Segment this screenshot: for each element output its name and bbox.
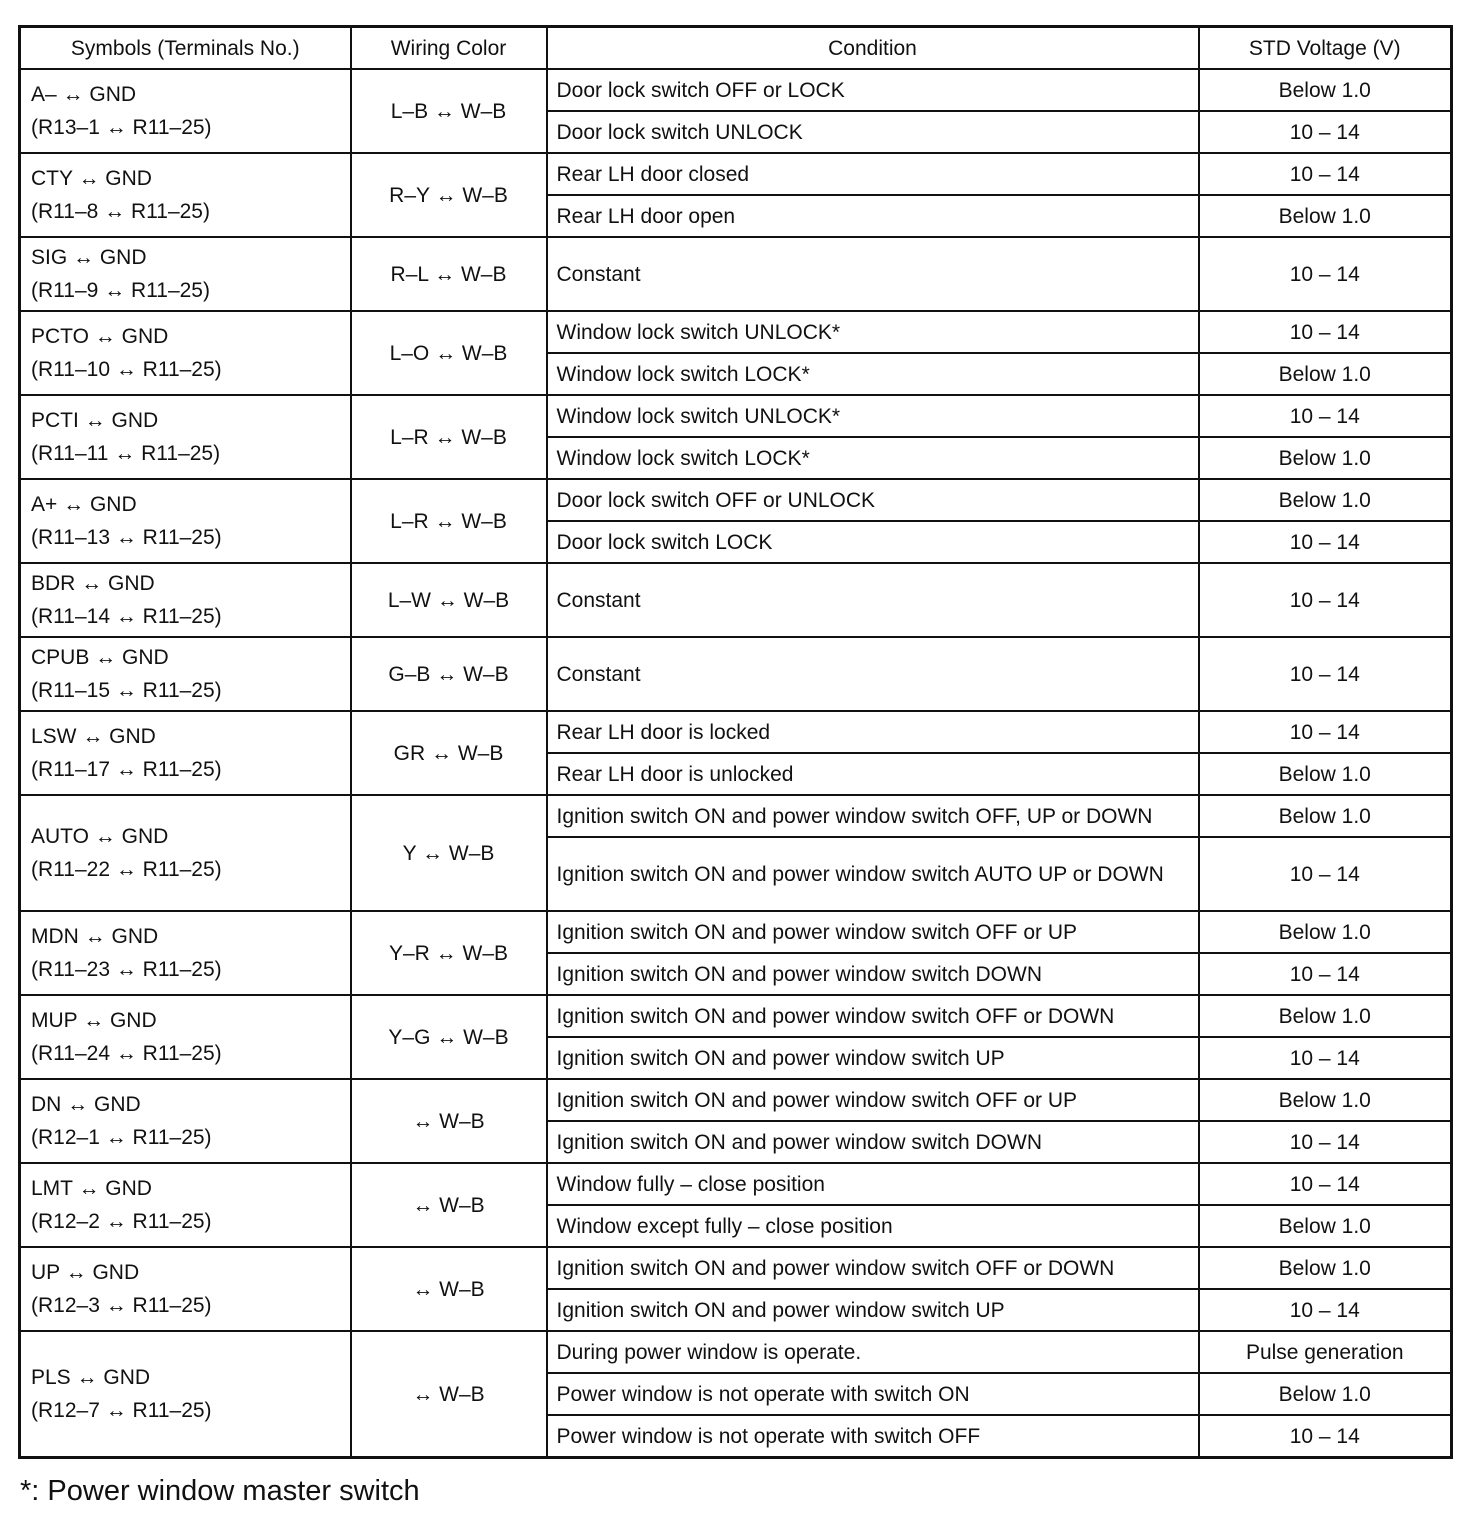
terminal-numbers: (R11–9 ↔ R11–25) <box>31 279 210 302</box>
std-voltage-cell: Below 1.0 <box>1199 795 1452 837</box>
std-voltage-cell: Below 1.0 <box>1199 1373 1452 1415</box>
terminal-numbers: (R12–3 ↔ R11–25) <box>31 1294 212 1317</box>
condition-cell: Window lock switch LOCK* <box>547 353 1199 395</box>
condition-cell: Ignition switch ON and power window switch OFF or DOWN <box>547 995 1199 1037</box>
header-condition: Condition <box>547 27 1199 70</box>
terminal-symbol: A+ ↔ GND <box>31 493 137 516</box>
table-row <box>20 563 1452 637</box>
std-voltage-cell: 10 – 14 <box>1199 837 1452 911</box>
footnote: *: Power window master switch <box>20 1475 420 1507</box>
condition-cell: During power window is operate. <box>547 1331 1199 1373</box>
wiring-color-cell: ↔ W–B <box>351 1163 547 1247</box>
terminal-symbol: UP ↔ GND <box>31 1261 140 1284</box>
condition-cell: Window lock switch LOCK* <box>547 437 1199 479</box>
terminal-numbers: (R12–1 ↔ R11–25) <box>31 1126 212 1149</box>
terminal-symbol: AUTO ↔ GND <box>31 825 169 848</box>
condition-cell: Ignition switch ON and power window switch OFF or DOWN <box>547 1247 1199 1289</box>
wiring-color-cell: L–O ↔ W–B <box>351 311 547 395</box>
condition-cell: Door lock switch UNLOCK <box>547 111 1199 153</box>
symbol-cell <box>20 395 351 479</box>
wiring-color-cell: L–B ↔ W–B <box>351 69 547 153</box>
table-header-row <box>20 27 1452 70</box>
std-voltage-cell: 10 – 14 <box>1199 1037 1452 1079</box>
condition-cell: Door lock switch OFF or UNLOCK <box>547 479 1199 521</box>
symbol-cell <box>20 1079 351 1163</box>
std-voltage-cell: Below 1.0 <box>1199 437 1452 479</box>
header-wiring-color: Wiring Color <box>351 27 547 70</box>
condition-cell: Ignition switch ON and power window switch DOWN <box>547 1121 1199 1163</box>
std-voltage-cell: Below 1.0 <box>1199 753 1452 795</box>
wiring-color-cell: Y–G ↔ W–B <box>351 995 547 1079</box>
terminal-symbol: PLS ↔ GND <box>31 1366 151 1389</box>
header-std-voltage: STD Voltage (V) <box>1199 27 1452 70</box>
table-body <box>20 69 1452 1458</box>
terminal-symbol: CPUB ↔ GND <box>31 646 169 669</box>
condition-cell: Ignition switch ON and power window switch AUTO UP or DOWN <box>547 837 1199 911</box>
std-voltage-cell: Below 1.0 <box>1199 1247 1452 1289</box>
std-voltage-cell: 10 – 14 <box>1199 1289 1452 1331</box>
terminal-symbol: DN ↔ GND <box>31 1093 141 1116</box>
wiring-color-cell: Y ↔ W–B <box>351 795 547 911</box>
wiring-color-cell: G–B ↔ W–B <box>351 637 547 711</box>
terminal-numbers: (R11–10 ↔ R11–25) <box>31 358 222 381</box>
terminal-symbol: LMT ↔ GND <box>31 1177 152 1200</box>
wiring-color-cell: R–Y ↔ W–B <box>351 153 547 237</box>
condition-cell: Door lock switch OFF or LOCK <box>547 69 1199 111</box>
std-voltage-cell: Below 1.0 <box>1199 69 1452 111</box>
terminal-symbol: LSW ↔ GND <box>31 725 156 748</box>
terminal-numbers: (R12–2 ↔ R11–25) <box>31 1210 212 1233</box>
std-voltage-cell: Below 1.0 <box>1199 479 1452 521</box>
terminal-numbers: (R11–15 ↔ R11–25) <box>31 679 222 702</box>
symbol-cell <box>20 1331 351 1458</box>
terminal-voltage-table <box>18 25 1453 1459</box>
condition-cell: Power window is not operate with switch ON <box>547 1373 1199 1415</box>
condition-cell: Ignition switch ON and power window switch OFF or UP <box>547 911 1199 953</box>
table-row <box>20 995 1452 1037</box>
std-voltage-cell: 10 – 14 <box>1199 1121 1452 1163</box>
table-row <box>20 637 1452 711</box>
std-voltage-cell: 10 – 14 <box>1199 395 1452 437</box>
condition-cell: Constant <box>547 237 1199 311</box>
table-row <box>20 153 1452 195</box>
table-row <box>20 237 1452 311</box>
table-row <box>20 1163 1452 1205</box>
terminal-symbol: SIG ↔ GND <box>31 246 147 269</box>
condition-cell: Constant <box>547 637 1199 711</box>
condition-cell: Ignition switch ON and power window switch DOWN <box>547 953 1199 995</box>
condition-cell: Power window is not operate with switch OFF <box>547 1415 1199 1458</box>
table-row <box>20 311 1452 353</box>
symbol-cell <box>20 1247 351 1331</box>
terminal-numbers: (R11–14 ↔ R11–25) <box>31 605 222 628</box>
condition-cell: Window fully – close position <box>547 1163 1199 1205</box>
symbol-cell <box>20 711 351 795</box>
std-voltage-cell: 10 – 14 <box>1199 521 1452 563</box>
terminal-symbol: PCTI ↔ GND <box>31 409 159 432</box>
terminal-symbol: MUP ↔ GND <box>31 1009 157 1032</box>
table-row <box>20 711 1452 753</box>
terminal-symbol: A– ↔ GND <box>31 83 137 106</box>
std-voltage-cell: 10 – 14 <box>1199 237 1452 311</box>
std-voltage-cell: Below 1.0 <box>1199 911 1452 953</box>
wiring-color-cell: Y–R ↔ W–B <box>351 911 547 995</box>
std-voltage-cell: 10 – 14 <box>1199 1163 1452 1205</box>
terminal-numbers: (R11–24 ↔ R11–25) <box>31 1042 222 1065</box>
condition-cell: Ignition switch ON and power window switch OFF, UP or DOWN <box>547 795 1199 837</box>
symbol-cell <box>20 995 351 1079</box>
condition-cell: Ignition switch ON and power window switch OFF or UP <box>547 1079 1199 1121</box>
std-voltage-cell: 10 – 14 <box>1199 153 1452 195</box>
condition-cell: Rear LH door open <box>547 195 1199 237</box>
symbol-cell <box>20 311 351 395</box>
std-voltage-cell: 10 – 14 <box>1199 1415 1452 1458</box>
terminal-symbol: CTY ↔ GND <box>31 167 152 190</box>
condition-cell: Door lock switch LOCK <box>547 521 1199 563</box>
condition-cell: Rear LH door is locked <box>547 711 1199 753</box>
std-voltage-cell: 10 – 14 <box>1199 111 1452 153</box>
table-row <box>20 69 1452 111</box>
terminal-symbol: PCTO ↔ GND <box>31 325 169 348</box>
condition-cell: Window lock switch UNLOCK* <box>547 395 1199 437</box>
symbol-cell <box>20 153 351 237</box>
terminal-numbers: (R11–13 ↔ R11–25) <box>31 526 222 549</box>
std-voltage-cell: 10 – 14 <box>1199 953 1452 995</box>
terminal-numbers: (R11–17 ↔ R11–25) <box>31 758 222 781</box>
symbol-cell <box>20 237 351 311</box>
std-voltage-cell: Below 1.0 <box>1199 195 1452 237</box>
table-row <box>20 1331 1452 1373</box>
std-voltage-cell: 10 – 14 <box>1199 563 1452 637</box>
wiring-color-cell: ↔ W–B <box>351 1079 547 1163</box>
condition-cell: Rear LH door is unlocked <box>547 753 1199 795</box>
table-row <box>20 795 1452 837</box>
terminal-numbers: (R11–8 ↔ R11–25) <box>31 200 210 223</box>
condition-cell: Window lock switch UNLOCK* <box>547 311 1199 353</box>
table-row <box>20 1247 1452 1289</box>
std-voltage-cell: Below 1.0 <box>1199 353 1452 395</box>
std-voltage-cell: 10 – 14 <box>1199 637 1452 711</box>
wiring-color-cell: L–W ↔ W–B <box>351 563 547 637</box>
wiring-color-cell: ↔ W–B <box>351 1247 547 1331</box>
symbol-cell <box>20 563 351 637</box>
wiring-color-cell: L–R ↔ W–B <box>351 479 547 563</box>
std-voltage-cell: Pulse generation <box>1199 1331 1452 1373</box>
symbol-cell <box>20 911 351 995</box>
condition-cell: Rear LH door closed <box>547 153 1199 195</box>
std-voltage-cell: Below 1.0 <box>1199 1079 1452 1121</box>
table-row <box>20 479 1452 521</box>
std-voltage-cell: 10 – 14 <box>1199 711 1452 753</box>
terminal-symbol: BDR ↔ GND <box>31 572 155 595</box>
terminal-numbers: (R12–7 ↔ R11–25) <box>31 1399 212 1422</box>
symbol-cell <box>20 795 351 911</box>
symbol-cell <box>20 1163 351 1247</box>
std-voltage-cell: 10 – 14 <box>1199 311 1452 353</box>
wiring-color-cell: R–L ↔ W–B <box>351 237 547 311</box>
terminal-numbers: (R11–22 ↔ R11–25) <box>31 858 222 881</box>
condition-cell: Ignition switch ON and power window switch UP <box>547 1037 1199 1079</box>
condition-cell: Ignition switch ON and power window switch UP <box>547 1289 1199 1331</box>
wiring-color-cell: L–R ↔ W–B <box>351 395 547 479</box>
header-symbols: Symbols (Terminals No.) <box>20 27 351 70</box>
table-row <box>20 395 1452 437</box>
std-voltage-cell: Below 1.0 <box>1199 1205 1452 1247</box>
symbol-cell <box>20 637 351 711</box>
table-row <box>20 911 1452 953</box>
wiring-color-cell: GR ↔ W–B <box>351 711 547 795</box>
symbol-cell <box>20 69 351 153</box>
terminal-numbers: (R13–1 ↔ R11–25) <box>31 116 212 139</box>
symbol-cell <box>20 479 351 563</box>
terminal-symbol: MDN ↔ GND <box>31 925 159 948</box>
condition-cell: Window except fully – close position <box>547 1205 1199 1247</box>
terminal-numbers: (R11–11 ↔ R11–25) <box>31 442 221 465</box>
wiring-color-cell: ↔ W–B <box>351 1331 547 1458</box>
table-row <box>20 1079 1452 1121</box>
std-voltage-cell: Below 1.0 <box>1199 995 1452 1037</box>
terminal-numbers: (R11–23 ↔ R11–25) <box>31 958 222 981</box>
condition-cell: Constant <box>547 563 1199 637</box>
